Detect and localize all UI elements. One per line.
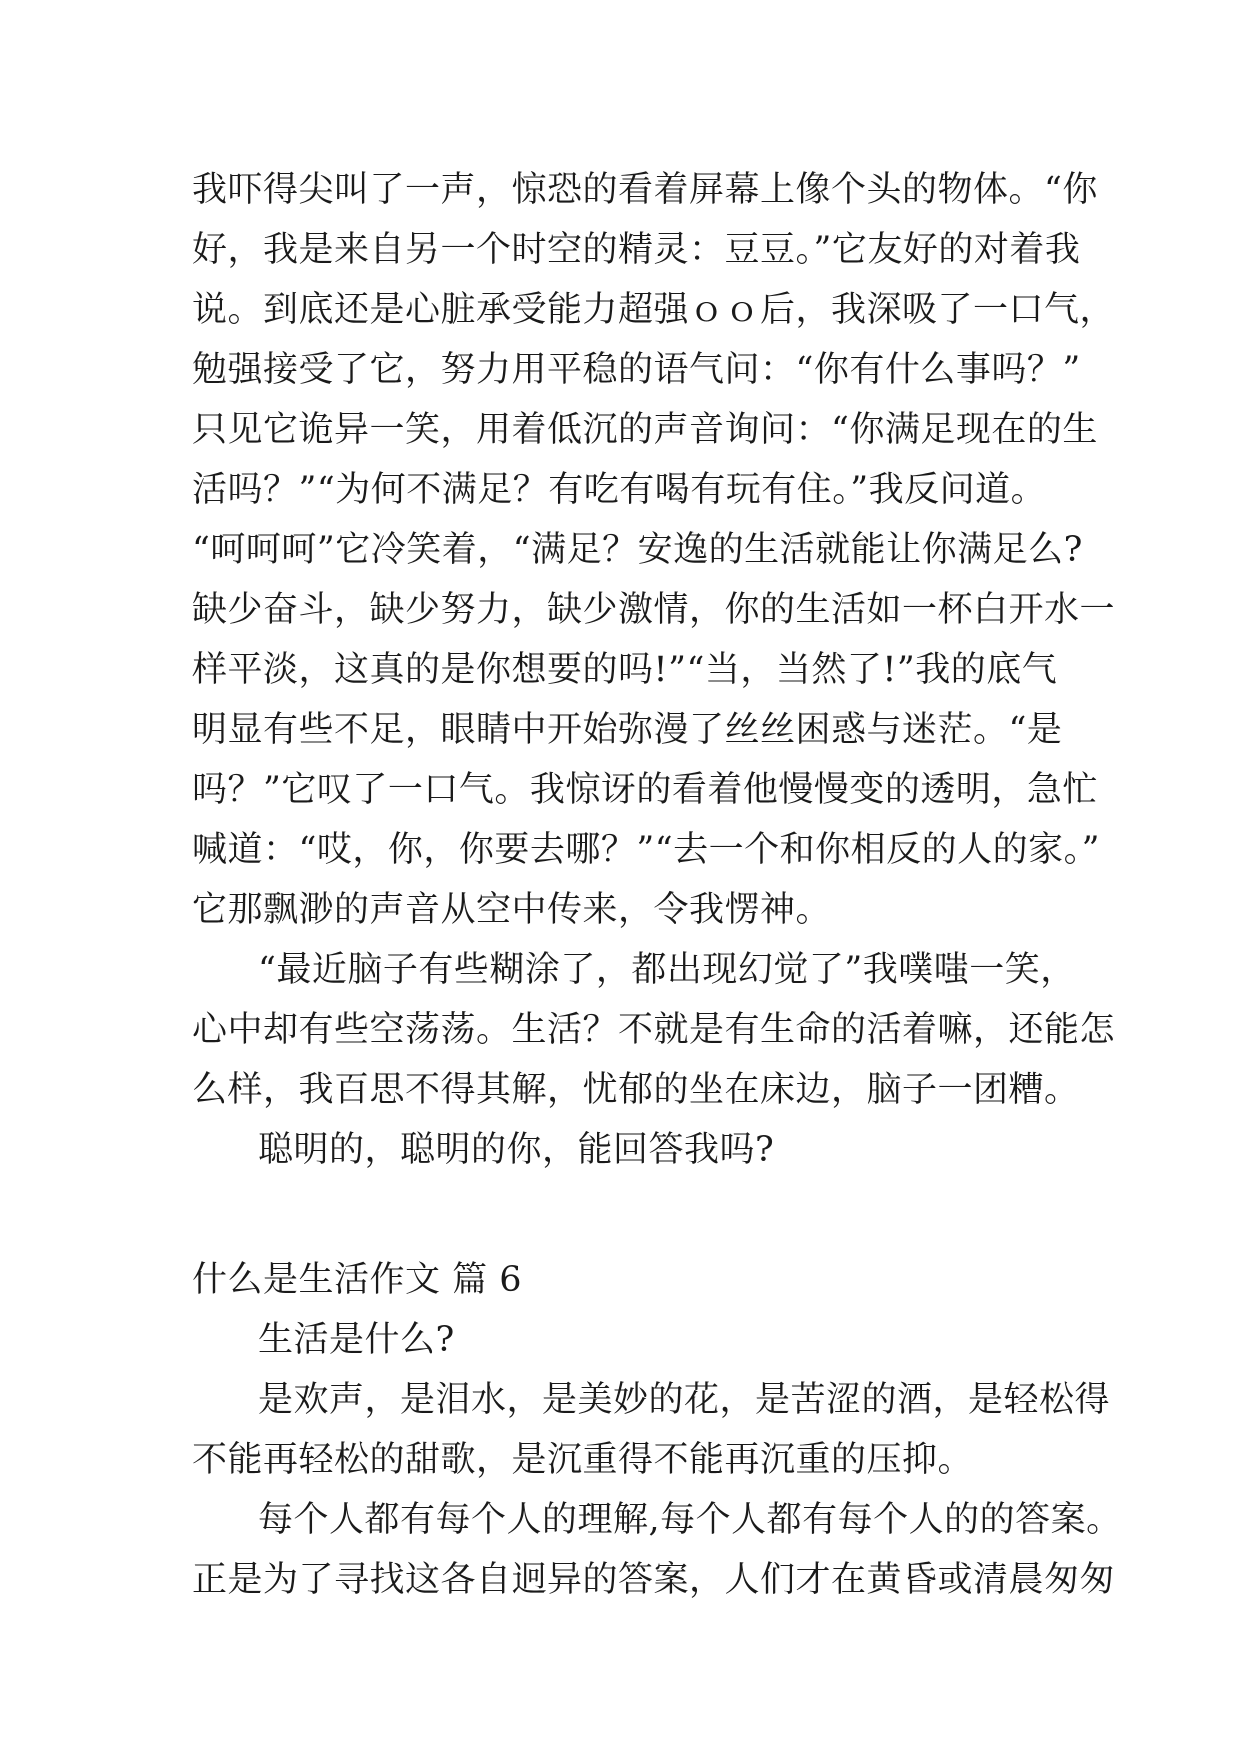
text-line: 心中却有些空荡荡。生活？不就是有生命的活着嘛，还能怎 (192, 1010, 1116, 1050)
paragraph-question (192, 1120, 1072, 1180)
text-line: 是欢声，是泪水，是美妙的花，是苦涩的酒，是轻松得 (258, 1380, 1111, 1420)
text-line: 我吓得尖叫了一声，惊恐的看着屏幕上像个头的物体。“你 (192, 170, 1098, 210)
text-line: 明显有些不足，眼睛中开始弥漫了丝丝困惑与迷茫。“是 (192, 710, 1063, 750)
paragraph-confusion (192, 940, 1116, 1120)
text-line: “呵呵呵”它冷笑着，“满足？安逸的生活就能让你满足么? (192, 530, 1083, 570)
text-line: 只见它诡异一笑，用着低沉的声音询问：“你满足现在的生 (192, 410, 1098, 450)
text-line: 说。到底还是心脏承受能力超强ｏｏ后，我深吸了一口气， (192, 290, 1116, 330)
text-line: 活吗？”“为何不满足？有吃有喝有玩有住。”我反问道。 (192, 470, 1047, 510)
text-line: 么样，我百思不得其解，忧郁的坐在床边，脑子一团糟。 (192, 1070, 1080, 1110)
paragraph-dialogue (192, 160, 1116, 940)
text-line: 它那飘渺的声音从空中传来，令我愣神。 (192, 890, 832, 930)
text-line: 每个人都有每个人的理解,每个人都有每个人的的答案。 (258, 1500, 1122, 1540)
text-line: 生活是什么? (258, 1320, 455, 1360)
text-line: 聪明的，聪明的你，能回答我吗? (258, 1130, 775, 1170)
text-line: 缺少奋斗，缺少努力，缺少激情，你的生活如一杯白开水一 (192, 590, 1116, 630)
paragraph-what-is-life (192, 1310, 1072, 1370)
section-spacer (192, 1180, 1072, 1250)
text-line: 吗？”它叹了一口气。我惊讶的看着他慢慢变的透明，急忙 (192, 770, 1098, 810)
text-line: 勉强接受了它，努力用平稳的语气问：“你有什么事吗？” (192, 350, 1081, 390)
text-line: “最近脑子有些糊涂了，都出现幻觉了”我噗嗤一笑， (258, 950, 1076, 990)
text-line: 好，我是来自另一个时空的精灵：豆豆。”它友好的对着我 (192, 230, 1081, 270)
essay-body (192, 160, 1122, 1610)
section-title: 什么是生活作文 篇 6 (192, 1260, 523, 1300)
text-line: 喊道：“哎，你，你要去哪？”“去一个和你相反的人的家。” (192, 830, 1101, 870)
text-line: 正是为了寻找这各自迥异的答案，人们才在黄昏或清晨匆匆 (192, 1560, 1116, 1600)
paragraph-answers (192, 1490, 1122, 1610)
text-line: 样平淡，这真的是你想要的吗!”“当，当然了!”我的底气 (192, 650, 1058, 690)
paragraph-metaphors (192, 1370, 1111, 1490)
text-line: 不能再轻松的甜歌，是沉重得不能再沉重的压抑。 (192, 1440, 974, 1480)
